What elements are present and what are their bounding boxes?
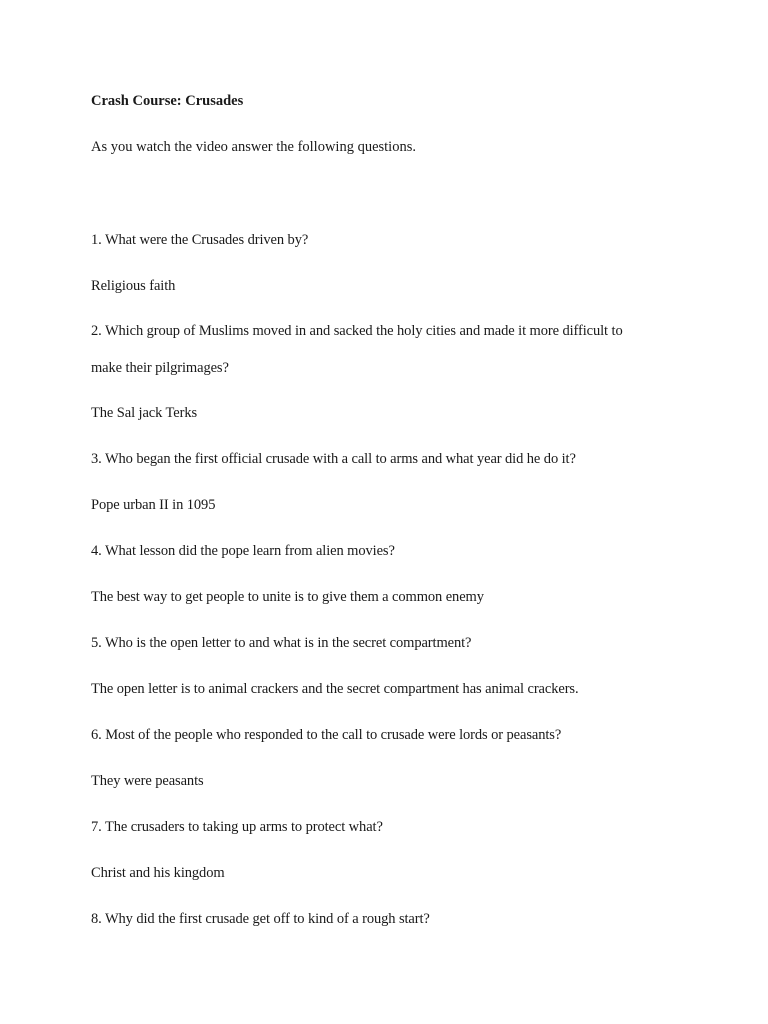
answer-5: The open letter is to animal crackers and the secret compartment has animal crackers. (91, 681, 579, 697)
document-title: Crash Course: Crusades (91, 93, 244, 109)
answer-6: They were peasants (91, 773, 204, 789)
answer-1: Religious faith (91, 278, 176, 294)
question-8: 8. Why did the first crusade get off to kind of a rough start? (91, 911, 430, 927)
question-6: 6. Most of the people who responded to the call to crusade were lords or peasants? (91, 727, 562, 743)
answer-7: Christ and his kingdom (91, 865, 225, 881)
question-7: 7. The crusaders to taking up arms to protect what? (91, 819, 383, 835)
question-1: 1. What were the Crusades driven by? (91, 232, 309, 248)
document-intro: As you watch the video answer the following questions. (91, 139, 416, 155)
question-3: 3. Who began the first official crusade with a call to arms and what year did he do it? (91, 451, 576, 467)
question-2-line-1: 2. Which group of Muslims moved in and sacked the holy cities and made it more difficult to (91, 323, 623, 339)
question-4: 4. What lesson did the pope learn from alien movies? (91, 543, 395, 559)
answer-2: The Sal jack Terks (91, 405, 198, 421)
question-5: 5. Who is the open letter to and what is in the secret compartment? (91, 635, 472, 651)
answer-3: Pope urban II in 1095 (91, 497, 216, 513)
answer-4: The best way to get people to unite is to give them a common enemy (91, 589, 484, 605)
question-2-line-2: make their pilgrimages? (91, 360, 229, 376)
